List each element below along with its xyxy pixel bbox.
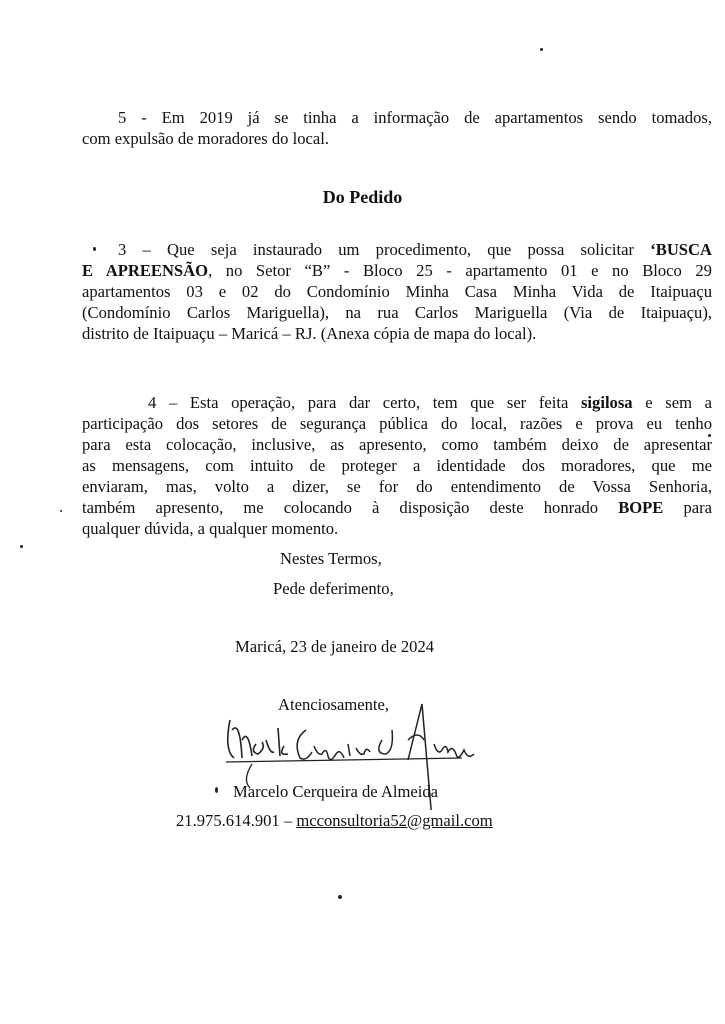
text: e sem a: [632, 393, 712, 412]
paragraph-4-line: [82, 498, 712, 518]
paragraph-3-line: [82, 324, 712, 344]
scan-speck: [215, 787, 218, 793]
place-date: Maricá, 23 de janeiro de 2024: [235, 637, 435, 656]
paragraph-3-line: [82, 282, 712, 302]
separator: –: [279, 811, 297, 830]
text: com expulsão de moradores do local.: [82, 129, 329, 148]
scan-speck: [540, 48, 543, 51]
paragraph-4-line: [82, 477, 712, 497]
paragraph-4-line: [82, 456, 712, 476]
paragraph-4-line: [82, 519, 712, 539]
text: para: [663, 498, 712, 517]
paragraph-4-line: [82, 414, 712, 434]
paragraph-4-line: [148, 393, 712, 413]
text: para esta colocação, inclusive, as apresento, como também deixo de apresentar: [82, 435, 712, 454]
bold-text: E APREENSÃO: [82, 261, 209, 280]
paragraph-5-line: [118, 108, 712, 128]
text: também apresento, me colocando à disposição deste honrado: [82, 498, 619, 517]
text: enviaram, mas, volto a dizer, se for do entendimento de Vossa Senhoria,: [82, 477, 712, 496]
scan-speck: [60, 510, 62, 512]
text: distrito de Itaipuaçu – Maricá – RJ. (Anexa cópia de mapa do local).: [82, 324, 537, 343]
text: (Condomínio Carlos Mariguella), na rua Carlos Mariguella (Via de Itaipuaçu),: [82, 303, 712, 322]
email-link[interactable]: mcconsultoria52@gmail.com: [296, 811, 493, 830]
text: qualquer dúvida, a qualquer momento.: [82, 519, 339, 538]
text: participação dos setores de segurança pública do local, razões e prova eu tenho: [82, 414, 712, 433]
text: 5 - Em 2019 já se tinha a informação de apartamentos sendo tomados,: [118, 108, 712, 127]
text: 4 – Esta operação, para dar certo, tem que ser feita: [148, 393, 581, 412]
section-title: Do Pedido: [322, 187, 403, 207]
closing-regards: Atenciosamente,: [278, 695, 390, 714]
phone-number: 21.975.614.901: [176, 811, 280, 830]
text: 3 – Que seja instaurado um procedimento, que possa solicitar: [118, 240, 651, 259]
paragraph-4-line: [82, 435, 712, 455]
paragraph-3-line: [118, 240, 712, 260]
paragraph-3-line: [82, 261, 712, 281]
paragraph-3-line: [82, 303, 712, 323]
closing-terms: Nestes Termos,: [280, 549, 382, 568]
scan-speck: [338, 895, 342, 899]
scan-speck: [20, 545, 23, 548]
scan-speck: [93, 247, 96, 251]
text: , no Setor “B” - Bloco 25 - apartamento 01 e no Bloco 29: [208, 261, 712, 280]
bold-text: BOPE: [618, 498, 664, 517]
contact-line: [176, 811, 493, 831]
text: as mensagens, com intuito de proteger a identidade dos moradores, que me: [82, 456, 712, 475]
text: apartamentos 03 e 02 do Condomínio Minha Casa Minha Vida de Itaipuaçu: [82, 282, 712, 301]
closing-request: Pede deferimento,: [273, 579, 394, 598]
bold-text: ‘BUSCA: [650, 240, 712, 259]
signer-name: Marcelo Cerqueira de Almeida: [233, 782, 439, 801]
paragraph-5-line: [82, 129, 712, 149]
bold-text: sigilosa: [580, 393, 633, 412]
